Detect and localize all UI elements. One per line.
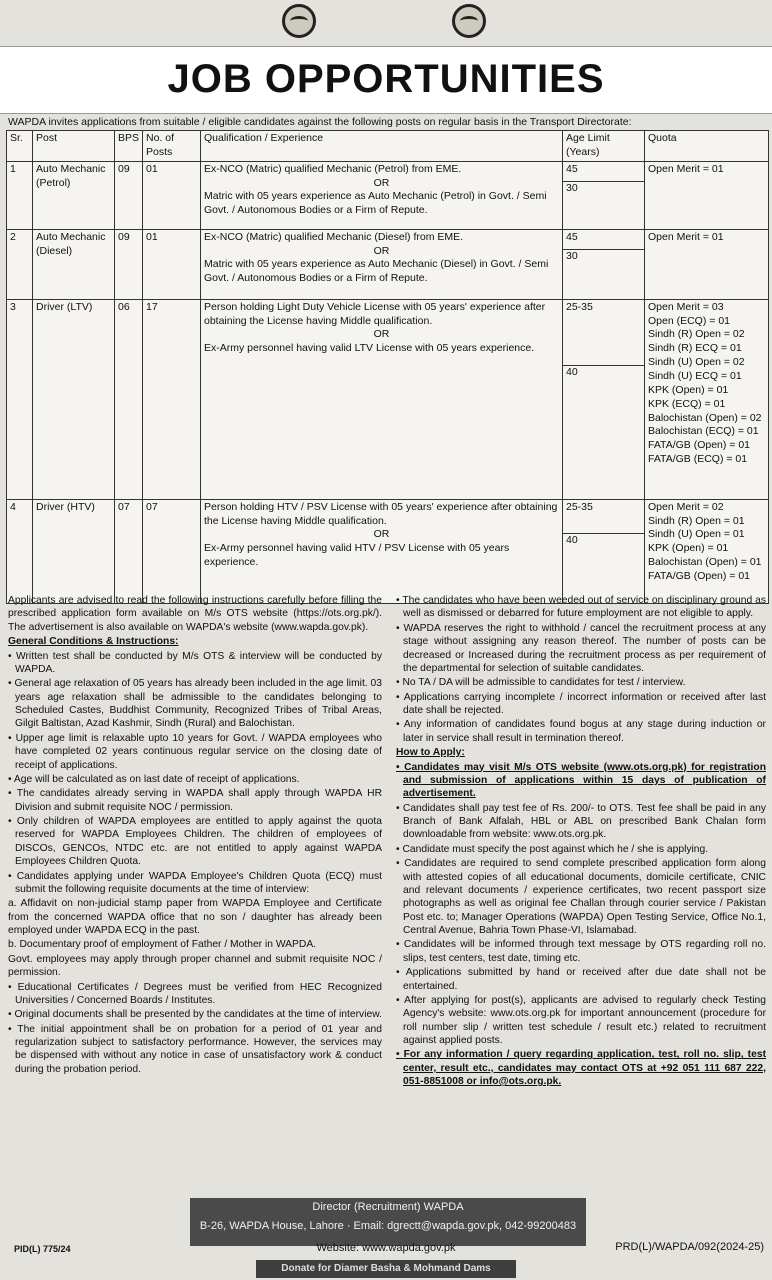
header-qualification: Qualification / Experience <box>201 131 563 162</box>
instruction-item: • Applications carrying incomplete / incorrect information or received after last date shall be rejected. <box>396 691 766 718</box>
cell-quota <box>645 499 769 603</box>
table-row <box>7 499 769 603</box>
quota-item: Balochistan (Open) = 02 <box>648 411 762 424</box>
table-row <box>7 299 769 499</box>
cell-age <box>563 299 645 499</box>
instruction-item: • Candidate must specify the post against which he / she is applying. <box>396 843 766 856</box>
age-limit-1: 45 <box>566 230 578 243</box>
pid-number: PID(L) 775/24 <box>14 1244 71 1254</box>
quota-item: KPK (Open) = 01 <box>648 383 729 396</box>
header-post: Post <box>33 131 115 162</box>
cell-age <box>563 499 645 603</box>
quota-item: Sindh (U) ECQ = 01 <box>648 370 742 383</box>
cell-quota <box>645 161 769 229</box>
instruction-item: • Educational Certificates / Degrees must be verified from HEC Recognized Universities / Concerned Boards / Institutes. <box>8 981 382 1008</box>
instruction-paragraph: a. Affidavit on non-judicial stamp paper from WAPDA Employee and Certificate from the concerned WAPDA office that no son / daughter has already been employed under WAPDA ECQ in the past. <box>8 898 382 936</box>
instructions <box>8 594 766 1190</box>
instruction-item: • Written test shall be conducted by M/s OTS & interview will be conducted by WAPDA. <box>8 650 382 677</box>
website-text: Website: www.wapda.gov.pk <box>316 1242 456 1254</box>
wapda-logo-icon <box>282 4 316 38</box>
age-limit-1: 45 <box>566 162 578 175</box>
quota-item: Sindh (R) Open = 01 <box>648 514 745 527</box>
quota-item: Balochistan (Open) = 01 <box>648 556 762 569</box>
qualification-option-1: Person holding Light Duty Vehicle License with 05 years' experience after obtaining the License having Middle qualification. <box>204 300 546 327</box>
cell-quota <box>645 229 769 299</box>
cell-bps: 06 <box>115 299 143 499</box>
quota-item: KPK (Open) = 01 <box>648 542 729 555</box>
cell-posts: 01 <box>143 229 201 299</box>
quota-item: Sindh (U) Open = 02 <box>648 356 745 369</box>
instruction-item: • WAPDA reserves the right to withhold / cancel the recruitment process at any stage without assigning any reason thereof. The number of posts can be decreased or Increased during the recruitment process as per requirement of the departmental for selection of suitable candidates. <box>396 622 766 676</box>
qualification-option-2: Matric with 05 years experience as Auto Mechanic (Diesel) in Govt. / Semi Govt. / Autonomous Bodies or a Firm of Repute. <box>204 258 549 285</box>
donate-banner: Donate for Diamer Basha & Mohmand Dams <box>256 1260 516 1278</box>
qualification-option-1: Person holding HTV / PSV License with 05 years' experience after obtaining the License having Middle qualification. <box>204 500 558 527</box>
quota-item: Open Merit = 03 <box>648 300 724 313</box>
director-band <box>190 1198 586 1246</box>
section-heading: General Conditions & Instructions: <box>8 636 179 648</box>
header-bps: BPS <box>115 131 143 162</box>
qualification-option-2: Ex-Army personnel having valid HTV / PSV License with 05 years experience. <box>204 542 510 569</box>
instruction-paragraph: Govt. employees may apply through proper channel and submit requisite NOC / permission. <box>8 953 382 979</box>
cell-posts: 01 <box>143 161 201 229</box>
quota-item: Open Merit = 01 <box>648 230 724 243</box>
quota-item: KPK (ECQ) = 01 <box>648 397 726 410</box>
header-sr: Sr. <box>7 131 33 162</box>
or-separator: OR <box>373 244 390 257</box>
age-limit-1: 25-35 <box>566 300 593 313</box>
instruction-item: • Candidates are required to send complete prescribed application form along with attested copies of all educational documents, domicile certificate, CNIC and relevant documents / experience certificates, two recent passport size photographs as well as original fee Challan through courier service / Pakistan Post etc. to; Manager Operations (WAPDA) Open Testing Service, Office No.1, Central Avenue, Bahria Town Phase-VI, Islamabad. <box>396 857 766 937</box>
cell-qualification <box>201 499 563 603</box>
or-separator: OR <box>373 176 390 189</box>
or-separator: OR <box>373 528 390 541</box>
instruction-item: • Age will be calculated as on last date of receipt of applications. <box>8 773 382 786</box>
qualification-option-1: Ex-NCO (Matric) qualified Mechanic (Diesel) from EME. <box>204 230 464 243</box>
cell-post: Driver (HTV) <box>33 499 115 603</box>
cell-sr: 1 <box>7 161 33 229</box>
quota-item: Open Merit = 01 <box>648 162 724 175</box>
age-limit-1: 25-35 <box>566 500 593 513</box>
cell-bps: 09 <box>115 229 143 299</box>
cell-posts: 17 <box>143 299 201 499</box>
quota-item: Sindh (U) Open = 01 <box>648 528 745 541</box>
wapda-emblem-icon <box>452 4 486 38</box>
qualification-option-2: Matric with 05 years experience as Auto Mechanic (Petrol) in Govt. / Semi Govt. / Autonomous Bodies or a Firm of Repute. <box>204 190 547 217</box>
instruction-item: • Original documents shall be presented by the candidates at the time of interview. <box>8 1008 382 1021</box>
intro-text: WAPDA invites applications from suitable / eligible candidates against the following posts on regular basis in the Transport Directorate: <box>8 116 632 128</box>
header-age: Age Limit (Years) <box>563 131 645 162</box>
quota-item: FATA/GB (Open) = 01 <box>648 570 751 583</box>
header-quota: Quota <box>645 131 769 162</box>
instruction-item: • Candidates will be informed through text message by OTS regarding roll no. slips, test centers, test date, timing etc. <box>396 938 766 965</box>
qualification-option-1: Ex-NCO (Matric) qualified Mechanic (Petrol) from EME. <box>204 162 462 175</box>
director-address: B-26, WAPDA House, Lahore · Email: dgrectt@wapda.gov.pk, 042-99200483 <box>199 1220 577 1232</box>
instruction-item: • No TA / DA will be admissible to candidates for test / interview. <box>396 676 766 689</box>
qualification-option-2: Ex-Army personnel having valid LTV License with 05 years experience. <box>204 342 535 355</box>
instruction-item: • General age relaxation of 05 years has already been included in the age limit. 03 years age relaxation shall be admissible to the candidates belonging to Scheduled Castes, Buddhist Community, Recognized Tribes of Tribal Areas, Gilgit Baltistan, Azad Kashmir, Sindh (Rural) and Balochistan. <box>8 677 382 731</box>
cell-qualification <box>201 161 563 229</box>
cell-sr: 4 <box>7 499 33 603</box>
instruction-item: • Upper age limit is relaxable upto 10 years for Govt. / WAPDA employees who have completed 02 years continuous regular service on the closing date of receipt of applications. <box>8 732 382 772</box>
cell-posts: 07 <box>143 499 201 603</box>
left-column <box>8 594 382 1077</box>
or-separator: OR <box>373 328 390 341</box>
age-limit-2: 40 <box>563 365 644 380</box>
page-title: JOB OPPORTUNITIES <box>167 57 605 101</box>
instruction-item: • After applying for post(s), applicants are advised to regularly check Testing Agency's website: www.ots.org.pk for important announcement (procedure for roll number slip / written test schedule / result etc.) related to recruitment against applied posts. <box>396 994 766 1048</box>
quota-item: FATA/GB (Open) = 01 <box>648 439 751 452</box>
quota-item: FATA/GB (ECQ) = 01 <box>648 453 748 466</box>
instruction-paragraph: Applicants are advised to read the following instructions carefully before filling the prescribed application form available on M/s OTS website (https://ots.org.pk/). The advertisement is also available on WAPDA's website (www.wapda.gov.pk). <box>8 595 382 633</box>
cell-sr: 2 <box>7 229 33 299</box>
instruction-item: • Candidates applying under WAPDA Employee's Children Quota (ECQ) must submit the following requisite documents at the time of interview: <box>8 870 382 897</box>
instruction-item: • Candidates shall pay test fee of Rs. 200/- to OTS. Test fee shall be paid in any Branch of Bank Alfalah, HBL or ABL on prescribed Bank Chalan form downloadable from website: www.ots.org.pk. <box>396 802 766 842</box>
cell-post: Driver (LTV) <box>33 299 115 499</box>
table-header-row <box>7 131 769 162</box>
header-posts: No. of Posts <box>143 131 201 162</box>
prd-number: PRD(L)/WAPDA/092(2024-25) <box>615 1241 764 1253</box>
cell-quota <box>645 299 769 499</box>
cell-age <box>563 229 645 299</box>
instruction-item-emphasis: • Candidates may visit M/s OTS website (www.ots.org.pk) for registration and submission of applications within 15 days of publication of advertisement. <box>396 761 766 801</box>
instruction-item: • The initial appointment shall be on probation for a period of 01 year and regularization subject to satisfactory performance. However, the services may be dispensed with without any notice in case of unsatisfactory work & conduct during the probation period. <box>8 1023 382 1077</box>
footer <box>0 1190 772 1280</box>
instruction-item: • Any information of candidates found bogus at any stage during induction or later in service shall result in termination thereof. <box>396 718 766 745</box>
instruction-item: • The candidates already serving in WAPDA shall apply through WAPDA HR Division and submit requisite NOC / permission. <box>8 787 382 814</box>
table-row <box>7 229 769 299</box>
quota-item: Sindh (R) Open = 02 <box>648 328 745 341</box>
director-title: Director (Recruitment) WAPDA <box>312 1201 464 1213</box>
instruction-item: • Only children of WAPDA employees are entitled to apply against the quota reserved for WAPDA Employees Children. The children of employees of DISCOs, GENCOs, NTDC etc. are not entitled to apply against WAPDA Employees Children Quota. <box>8 815 382 869</box>
instruction-item: • The candidates who have been weeded out of service on disciplinary ground as well as dismissed or debarred for future employment are not eligible to apply. <box>396 594 766 621</box>
age-limit-2: 30 <box>563 181 644 196</box>
title-band <box>0 46 772 114</box>
age-limit-2: 30 <box>563 249 644 264</box>
quota-item: Balochistan (ECQ) = 01 <box>648 425 759 438</box>
cell-post: Auto Mechanic (Diesel) <box>33 229 115 299</box>
section-heading: How to Apply: <box>396 747 465 759</box>
quota-item: Sindh (R) ECQ = 01 <box>648 342 742 355</box>
cell-qualification <box>201 229 563 299</box>
cell-sr: 3 <box>7 299 33 499</box>
cell-bps: 09 <box>115 161 143 229</box>
cell-qualification <box>201 299 563 499</box>
logo-row <box>0 4 772 44</box>
table-row <box>7 161 769 229</box>
quota-item: Open (ECQ) = 01 <box>648 314 730 327</box>
instruction-item-emphasis: • For any information / query regarding application, test, roll no. slip, test center, result etc., candidates may contact OTS at +92 051 111 687 222, 051-8851008 or info@ots.org.pk. <box>396 1048 766 1088</box>
cell-bps: 07 <box>115 499 143 603</box>
quota-item: Open Merit = 02 <box>648 500 724 513</box>
table-body <box>7 161 769 603</box>
instruction-item: • Applications submitted by hand or received after due date shall not be entertained. <box>396 966 766 993</box>
cell-age <box>563 161 645 229</box>
age-limit-2: 40 <box>563 533 644 548</box>
instruction-paragraph: b. Documentary proof of employment of Father / Mother in WAPDA. <box>8 939 317 951</box>
cell-post: Auto Mechanic (Petrol) <box>33 161 115 229</box>
right-column <box>396 594 766 1090</box>
posts-table <box>6 130 769 604</box>
